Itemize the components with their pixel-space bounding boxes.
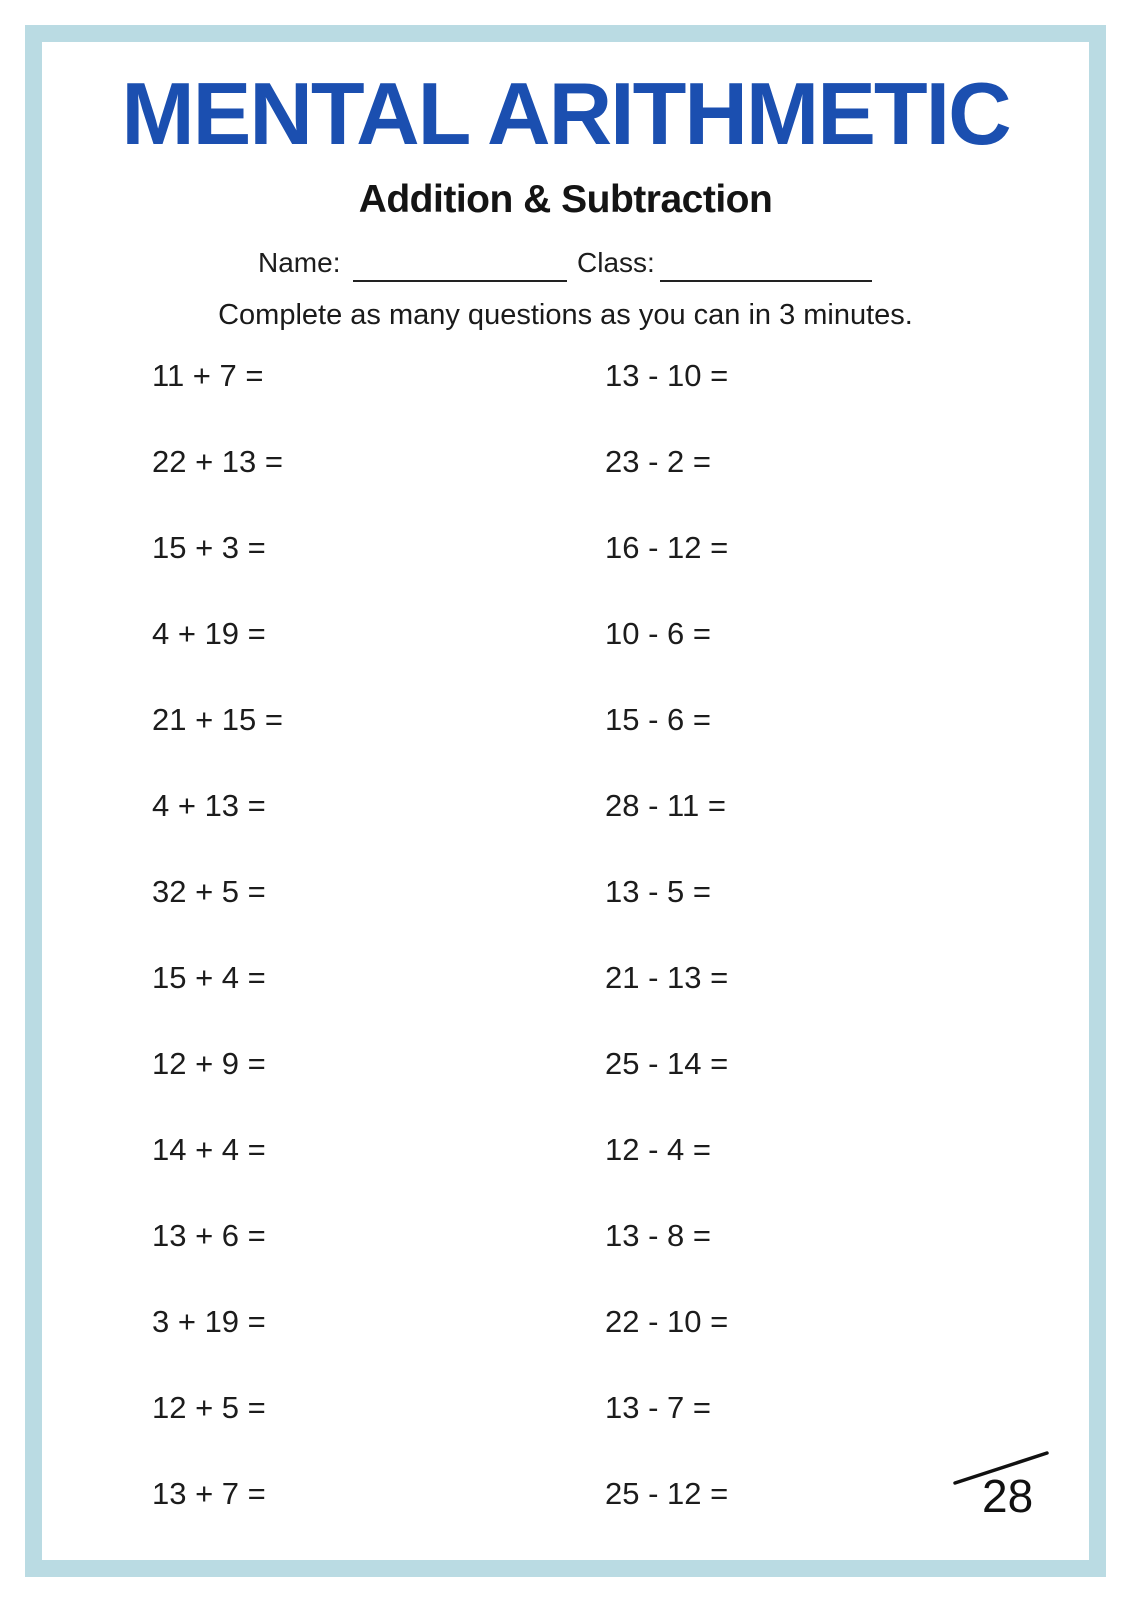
addition-problem-item: 13 + 7 =: [152, 1476, 266, 1511]
addition-problem-item: 4 + 19 =: [152, 616, 266, 651]
addition-problem-item: 15 + 4 =: [152, 960, 266, 995]
addition-problem-item: 15 + 3 =: [152, 530, 266, 565]
subtraction-problem-item: 13 - 8 =: [605, 1218, 711, 1253]
subtraction-problem-item: 25 - 14 =: [605, 1046, 729, 1081]
subtraction-column: [605, 357, 728, 1561]
subtraction-problem-item: 22 - 10 =: [605, 1304, 729, 1339]
name-class-row: [0, 246, 1131, 286]
class-label: Class:: [577, 247, 655, 278]
subtraction-problem-item: 21 - 13 =: [605, 960, 729, 995]
class-blank-line: [660, 246, 872, 282]
subtraction-problem-item: 13 - 7 =: [605, 1390, 711, 1425]
addition-problem-item: 12 + 9 =: [152, 1046, 266, 1081]
worksheet-subtitle: Addition & Subtraction: [358, 178, 773, 221]
addition-problem-item: 32 + 5 =: [152, 874, 266, 909]
page-number: 28: [982, 1470, 1034, 1522]
subtraction-problem-item: 16 - 12 =: [605, 530, 729, 565]
subtraction-problem-item: 25 - 12 =: [605, 1476, 729, 1511]
addition-problem-item: 21 + 15 =: [152, 702, 284, 737]
addition-problem-item: 4 + 13 =: [152, 788, 266, 823]
addition-problem-item: 14 + 4 =: [152, 1132, 266, 1167]
name-label: Name:: [258, 247, 341, 278]
instruction-text: Complete as many questions as you can in 3 minutes.: [218, 299, 913, 331]
subtraction-problem-item: 13 - 10 =: [605, 358, 729, 393]
subtraction-problem-item: 10 - 6 =: [605, 616, 711, 651]
subtraction-problem-item: 15 - 6 =: [605, 702, 711, 737]
addition-problem-item: 12 + 5 =: [152, 1390, 266, 1425]
subtraction-problem-item: 23 - 2 =: [605, 444, 711, 479]
addition-problem-item: 3 + 19 =: [152, 1304, 266, 1339]
addition-problem-item: 13 + 6 =: [152, 1218, 266, 1253]
addition-column: [152, 357, 283, 1561]
subtraction-problem-item: 28 - 11 =: [605, 788, 726, 823]
addition-problem-item: 22 + 13 =: [152, 444, 284, 479]
subtraction-problem-item: 12 - 4 =: [605, 1132, 711, 1167]
worksheet-title: MENTAL ARITHMETIC: [121, 64, 1010, 163]
name-blank-line: [353, 246, 567, 282]
subtraction-problem-item: 13 - 5 =: [605, 874, 711, 909]
addition-problem-item: 11 + 7 =: [152, 358, 264, 393]
